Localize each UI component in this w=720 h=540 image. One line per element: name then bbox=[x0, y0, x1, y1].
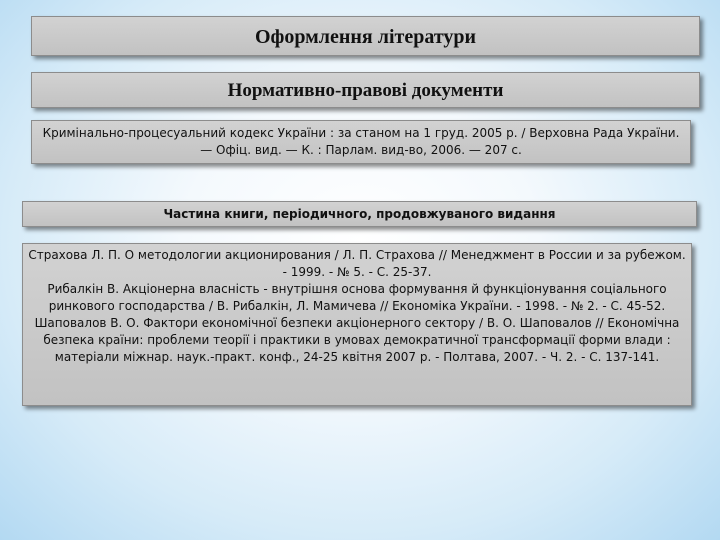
reference-item: Рибалкін В. Акціонерна власність - внутрішня основа формування й функціонування соціального ринкового господарства / В. Рибалкін, Л. Мамичева // Економіка України. - 1998. - № 2. - С. 45-52. bbox=[47, 282, 667, 313]
section-heading-banner bbox=[22, 201, 697, 227]
reference-item: Страхова Л. П. О методологии акционирования / Л. П. Страхова // Менеджмент в России и за рубежом. - 1999. - № 5. - С. 25-37. bbox=[28, 248, 686, 279]
page-title: Оформлення літератури bbox=[254, 26, 477, 48]
references-box bbox=[22, 243, 692, 406]
subtitle-banner bbox=[31, 72, 700, 108]
reference-item: Шаповалов В. О. Фактори економічної безпеки акціонерного сектору / В. О. Шаповалов // Економічна безпека країни: проблеми теорії і практики в умовах демократичної трансформації форми влади : матеріали міжнар. наук.-практ. конф., 24-25 квітня 2007 р. - Полтава, 2007. - Ч. 2. - С. 137-141. bbox=[34, 316, 680, 364]
law-reference-box bbox=[31, 120, 691, 164]
law-reference-text: Кримінально-процесуальний кодекс України : за станом на 1 груд. 2005 р. / Верховна Рада України. — Офіц. вид. — К. : Парлам. вид-во, 2006. — 207 с. bbox=[42, 126, 680, 157]
section-title-normative: Нормативно-правові документи bbox=[227, 80, 504, 101]
section-heading: Частина книги, періодичного, продовжуваного видання bbox=[163, 207, 556, 221]
title-banner bbox=[31, 16, 700, 56]
